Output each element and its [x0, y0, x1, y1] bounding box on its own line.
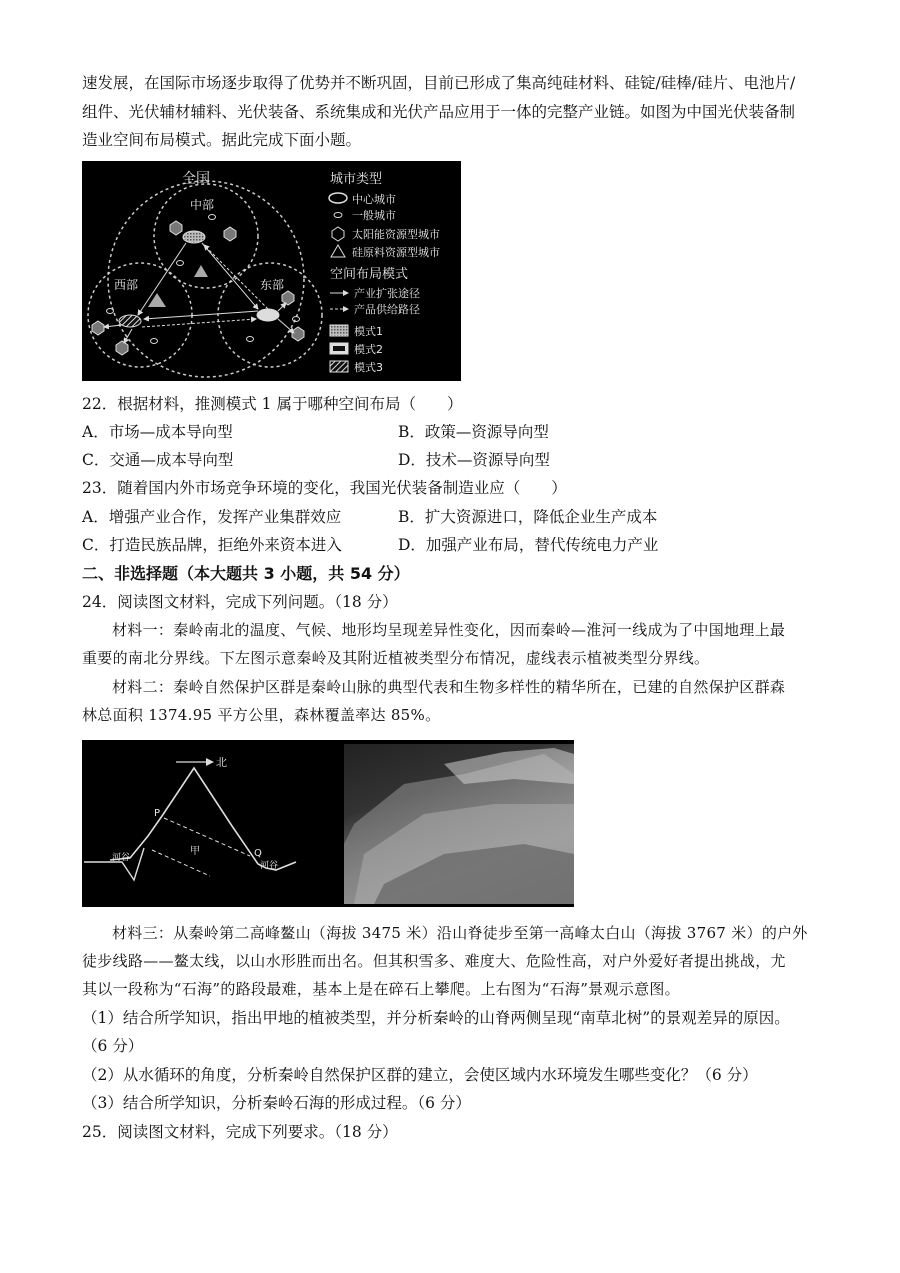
solar-city-icon — [292, 327, 304, 341]
valley-left-label: 河谷 — [112, 853, 131, 863]
general-city-icon — [177, 261, 184, 266]
jia-label: 甲 — [190, 846, 200, 857]
silicon-city-icon — [194, 265, 208, 277]
q24-material3-line1: 材料三：从秦岭第二高峰鳌山（海拔 3475 米）沿山脊徒步至第一高峰太白山（海拔 3767 米）的户外 — [112, 924, 808, 942]
general-city-legend-icon — [334, 213, 342, 218]
legend-supply: 产品供给路径 — [354, 303, 420, 316]
legend-solar-city: 太阳能资源型城市 — [352, 228, 440, 241]
mode2-swatch-inner — [333, 346, 345, 351]
valley-right-label: 河谷 — [260, 861, 279, 871]
west-region-circle — [88, 263, 192, 367]
q24-sub2: （2）从水循环的角度，分析秦岭自然保护区群的建立，会使区域内水环境发生哪些变化？（6 分） — [82, 1066, 758, 1084]
solar-city-icon — [170, 221, 182, 235]
q24-material3-line3: 其以一段称为“石海”的路段最难，基本上是在碎石上攀爬。上右图为“石海”景观示意图。 — [82, 980, 680, 998]
solar-city-legend-icon — [332, 227, 344, 241]
flow-arrows — [104, 243, 294, 343]
mountain-profile — [110, 768, 296, 870]
pv-layout-figure — [82, 161, 461, 381]
central-center-city — [183, 231, 205, 243]
general-city-icon — [209, 215, 216, 220]
vegetation-boundary-line — [152, 850, 210, 876]
legend-center-city: 中心城市 — [352, 193, 396, 206]
q24-sub3: （3）结合所学知识，分析秦岭石海的形成过程。（6 分） — [82, 1094, 471, 1112]
stone-sea-rocks — [344, 744, 574, 904]
solar-city-icon — [92, 321, 104, 335]
intro-line-2: 组件、光伏辅材辅料、光伏装备、系统集成和光伏产品应用于一体的完整产业链。如图为中国光伏装备制 — [82, 103, 796, 121]
label-east: 东部 — [260, 278, 285, 292]
silicon-city-legend-icon — [331, 245, 345, 257]
vegetation-boundary-line — [164, 818, 250, 856]
q23-option-c[interactable]: C．打造民族品牌，拒绝外来资本进入 — [82, 536, 342, 554]
layout-title: 空间布局模式 — [330, 267, 409, 282]
east-center-city — [257, 309, 279, 321]
q23-option-d[interactable]: D．加强产业布局，替代传统电力产业 — [398, 536, 659, 554]
general-city-icon — [247, 337, 254, 342]
pv-layout-diagram — [82, 161, 461, 381]
solar-city-icon — [224, 227, 236, 241]
stone-sea-photo — [344, 744, 574, 904]
q23-option-b[interactable]: B．扩大资源进口，降低企业生产成本 — [398, 508, 658, 526]
q24-stem: 24．阅读图文材料，完成下列问题。（18 分） — [82, 593, 398, 611]
q24-material1-line1: 材料一：秦岭南北的温度、气候、地形均呈现差异性变化，因而秦岭—淮河一线成为了中国地理上最 — [112, 621, 786, 639]
solar-city-icon — [282, 291, 294, 305]
mode3-swatch — [330, 361, 348, 372]
q22-option-a[interactable]: A．市场—成本导向型 — [82, 423, 233, 441]
q24-material2-line2: 林总面积 1374.95 平方公里，森林覆盖率达 85%。 — [82, 706, 441, 724]
q24-material3-line2: 徒步线路——鳌太线，以山水形胜而出名。但其积雪多、难度大、危险性高，对户外爱好者提出挑战，尤 — [82, 952, 786, 970]
q24-material1-line2: 重要的南北分界线。下左图示意秦岭及其附近植被类型分布情况，虚线表示植被类型分界线。 — [82, 649, 710, 667]
label-national: 全国 — [182, 171, 210, 187]
intro-line-1: 速发展，在国际市场逐步取得了优势并不断巩固，目前已形成了集高纯硅材料、硅锭/硅棒/硅片、电池片/ — [82, 74, 796, 92]
center-city-legend-icon — [329, 193, 347, 203]
legend-mode1: 模式1 — [354, 325, 383, 338]
solar-city-icon — [116, 341, 128, 355]
general-city-icon — [107, 309, 114, 314]
q24-sub1-line2: （6 分） — [82, 1037, 144, 1055]
label-west: 西部 — [114, 278, 139, 292]
q24-material2-line1: 材料二：秦岭自然保护区群是秦岭山脉的典型代表和生物多样性的精华所在，已建的自然保护区群森 — [112, 678, 786, 696]
point-q-label: Q — [254, 848, 262, 859]
legend-title: 城市类型 — [330, 172, 383, 187]
legend-expansion: 产业扩张途径 — [354, 287, 420, 300]
qinling-figure — [82, 740, 574, 907]
q23-stem: 23．随着国内外市场竞争环境的变化，我国光伏装备制造业应（ ） — [82, 479, 567, 497]
general-city-icon — [151, 339, 158, 344]
label-central: 中部 — [190, 198, 215, 212]
q22-option-c[interactable]: C．交通—成本导向型 — [82, 451, 234, 469]
q23-option-a[interactable]: A．增强产业合作，发挥产业集群效应 — [82, 508, 342, 526]
west-center-city — [119, 315, 141, 327]
q22-stem: 22．根据材料，推测模式 1 属于哪种空间布局（ ） — [82, 395, 463, 413]
legend-mode2: 模式2 — [354, 343, 383, 356]
general-city-icon — [293, 317, 300, 322]
q22-option-b[interactable]: B．政策—资源导向型 — [398, 423, 549, 441]
q24-sub1-line1: （1）结合所学知识，指出甲地的植被类型，并分析秦岭的山脊两侧呈现“南草北树”的景观差异的原因。 — [82, 1009, 790, 1027]
legend-general-city: 一般城市 — [352, 209, 396, 222]
north-label: 北 — [216, 756, 227, 769]
legend-mode3: 模式3 — [354, 361, 383, 374]
intro-line-3: 造业空间布局模式。据此完成下面小题。 — [82, 131, 362, 149]
point-p-label: P — [154, 808, 161, 819]
section-2-heading: 二、非选择题（本大题共 3 小题，共 54 分） — [82, 564, 410, 583]
q25-stem: 25．阅读图文材料，完成下列要求。（18 分） — [82, 1123, 398, 1141]
mode1-swatch — [330, 325, 348, 336]
q22-option-d[interactable]: D．技术—资源导向型 — [398, 451, 550, 469]
legend-silicon-city: 硅原料资源型城市 — [352, 246, 440, 259]
